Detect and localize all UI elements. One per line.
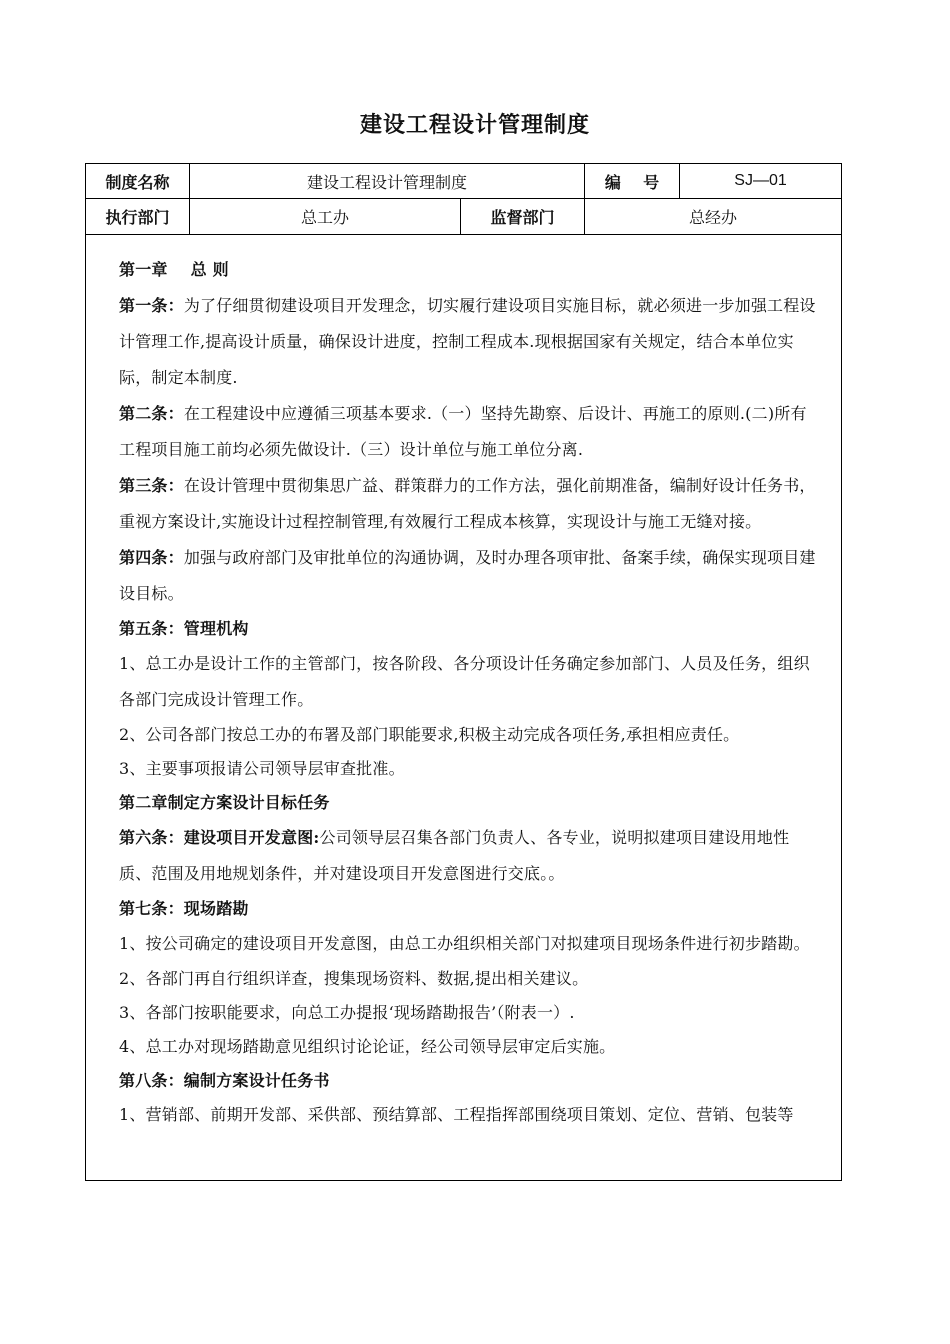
header-row-1 xyxy=(86,164,841,199)
article-4-label: 第四条： xyxy=(119,548,184,567)
article-3 xyxy=(119,468,819,540)
article-7-heading: 第七条：现场踏勘 xyxy=(119,899,249,918)
chapter-1-heading: 第一章 总 则 xyxy=(119,260,229,279)
article-2-text: 在工程建设中应遵循三项基本要求.（一）坚持先勘察、后设计、再施工的原则.(二)所有工程项目施工前均必须先做设计.（三）设计单位与施工单位分离. xyxy=(119,404,807,459)
article-5-item-2: 2、公司各部门按总工办的布署及部门职能要求,积极主动完成各项任务,承担相应责任。 xyxy=(119,725,740,744)
article-5-item-3: 3、主要事项报请公司领导层审查批准。 xyxy=(119,759,405,778)
name-value: 建设工程设计管理制度 xyxy=(190,164,585,198)
chapter-2-heading: 第二章制定方案设计目标任务 xyxy=(119,793,330,812)
regulation-body xyxy=(119,252,819,1132)
supervise-dept-label: 监督部门 xyxy=(461,199,585,234)
article-2-label: 第二条： xyxy=(119,404,184,423)
article-8-heading: 第八条：编制方案设计任务书 xyxy=(119,1071,330,1090)
article-7-item-4: 4、总工办对现场踏勘意见组织讨论论证，经公司领导层审定后实施。 xyxy=(119,1037,616,1056)
article-6-label: 第六条：建设项目开发意图: xyxy=(119,828,320,847)
article-7-item-2: 2、各部门再自行组织详查，搜集现场资料、数据,提出相关建议。 xyxy=(119,969,589,988)
exec-dept-value: 总工办 xyxy=(190,199,461,234)
code-label: 编 号 xyxy=(585,164,680,198)
exec-dept-label: 执行部门 xyxy=(86,199,190,234)
article-3-text: 在设计管理中贯彻集思广益、群策群力的工作方法，强化前期准备，编制好设计任务书，重视方案设计,实施设计过程控制管理,有效履行工程成本核算，实现设计与施工无缝对接。 xyxy=(119,476,816,531)
article-5-heading: 第五条：管理机构 xyxy=(119,619,249,638)
article-6 xyxy=(119,820,819,892)
article-4 xyxy=(119,540,819,612)
article-4-text: 加强与政府部门及审批单位的沟通协调，及时办理各项审批、备案手续，确保实现项目建设目标。 xyxy=(119,548,816,603)
article-2 xyxy=(119,396,819,468)
article-1-text: 为了仔细贯彻建设项目开发理念，切实履行建设项目实施目标，就必须进一步加强工程设计管理工作,提高设计质量，确保设计进度，控制工程成本.现根据国家有关规定，结合本单位实际，制定本制度. xyxy=(119,296,816,387)
article-7-item-1: 1、按公司确定的建设项目开发意图，由总工办组织相关部门对拟建项目现场条件进行初步踏勘。 xyxy=(119,934,810,953)
article-6-text: 公司领导层召集各部门负责人、各专业，说明拟建项目建设用地性质、范围及用地规划条件，并对建设项目开发意图进行交底。。 xyxy=(119,828,790,883)
article-1 xyxy=(119,288,819,396)
article-5-item-1: 1、总工办是设计工作的主管部门，按各阶段、各分项设计任务确定参加部门、人员及任务，组织各部门完成设计管理工作。 xyxy=(119,654,810,709)
document-title: 建设工程设计管理制度 xyxy=(359,112,590,138)
article-8-item-1: 1、营销部、前期开发部、采供部、预结算部、工程指挥部围绕项目策划、定位、营销、包装等 xyxy=(119,1105,794,1124)
article-1-label: 第一条： xyxy=(119,296,184,315)
header-row-2 xyxy=(86,199,841,235)
code-value: SJ—01 xyxy=(734,172,787,189)
name-label: 制度名称 xyxy=(86,164,190,198)
article-3-label: 第三条： xyxy=(119,476,184,495)
supervise-dept-value: 总经办 xyxy=(688,208,737,227)
article-7-item-3: 3、各部门按职能要求，向总工办提报‘现场踏勘报告’（附表一）. xyxy=(119,1003,575,1022)
